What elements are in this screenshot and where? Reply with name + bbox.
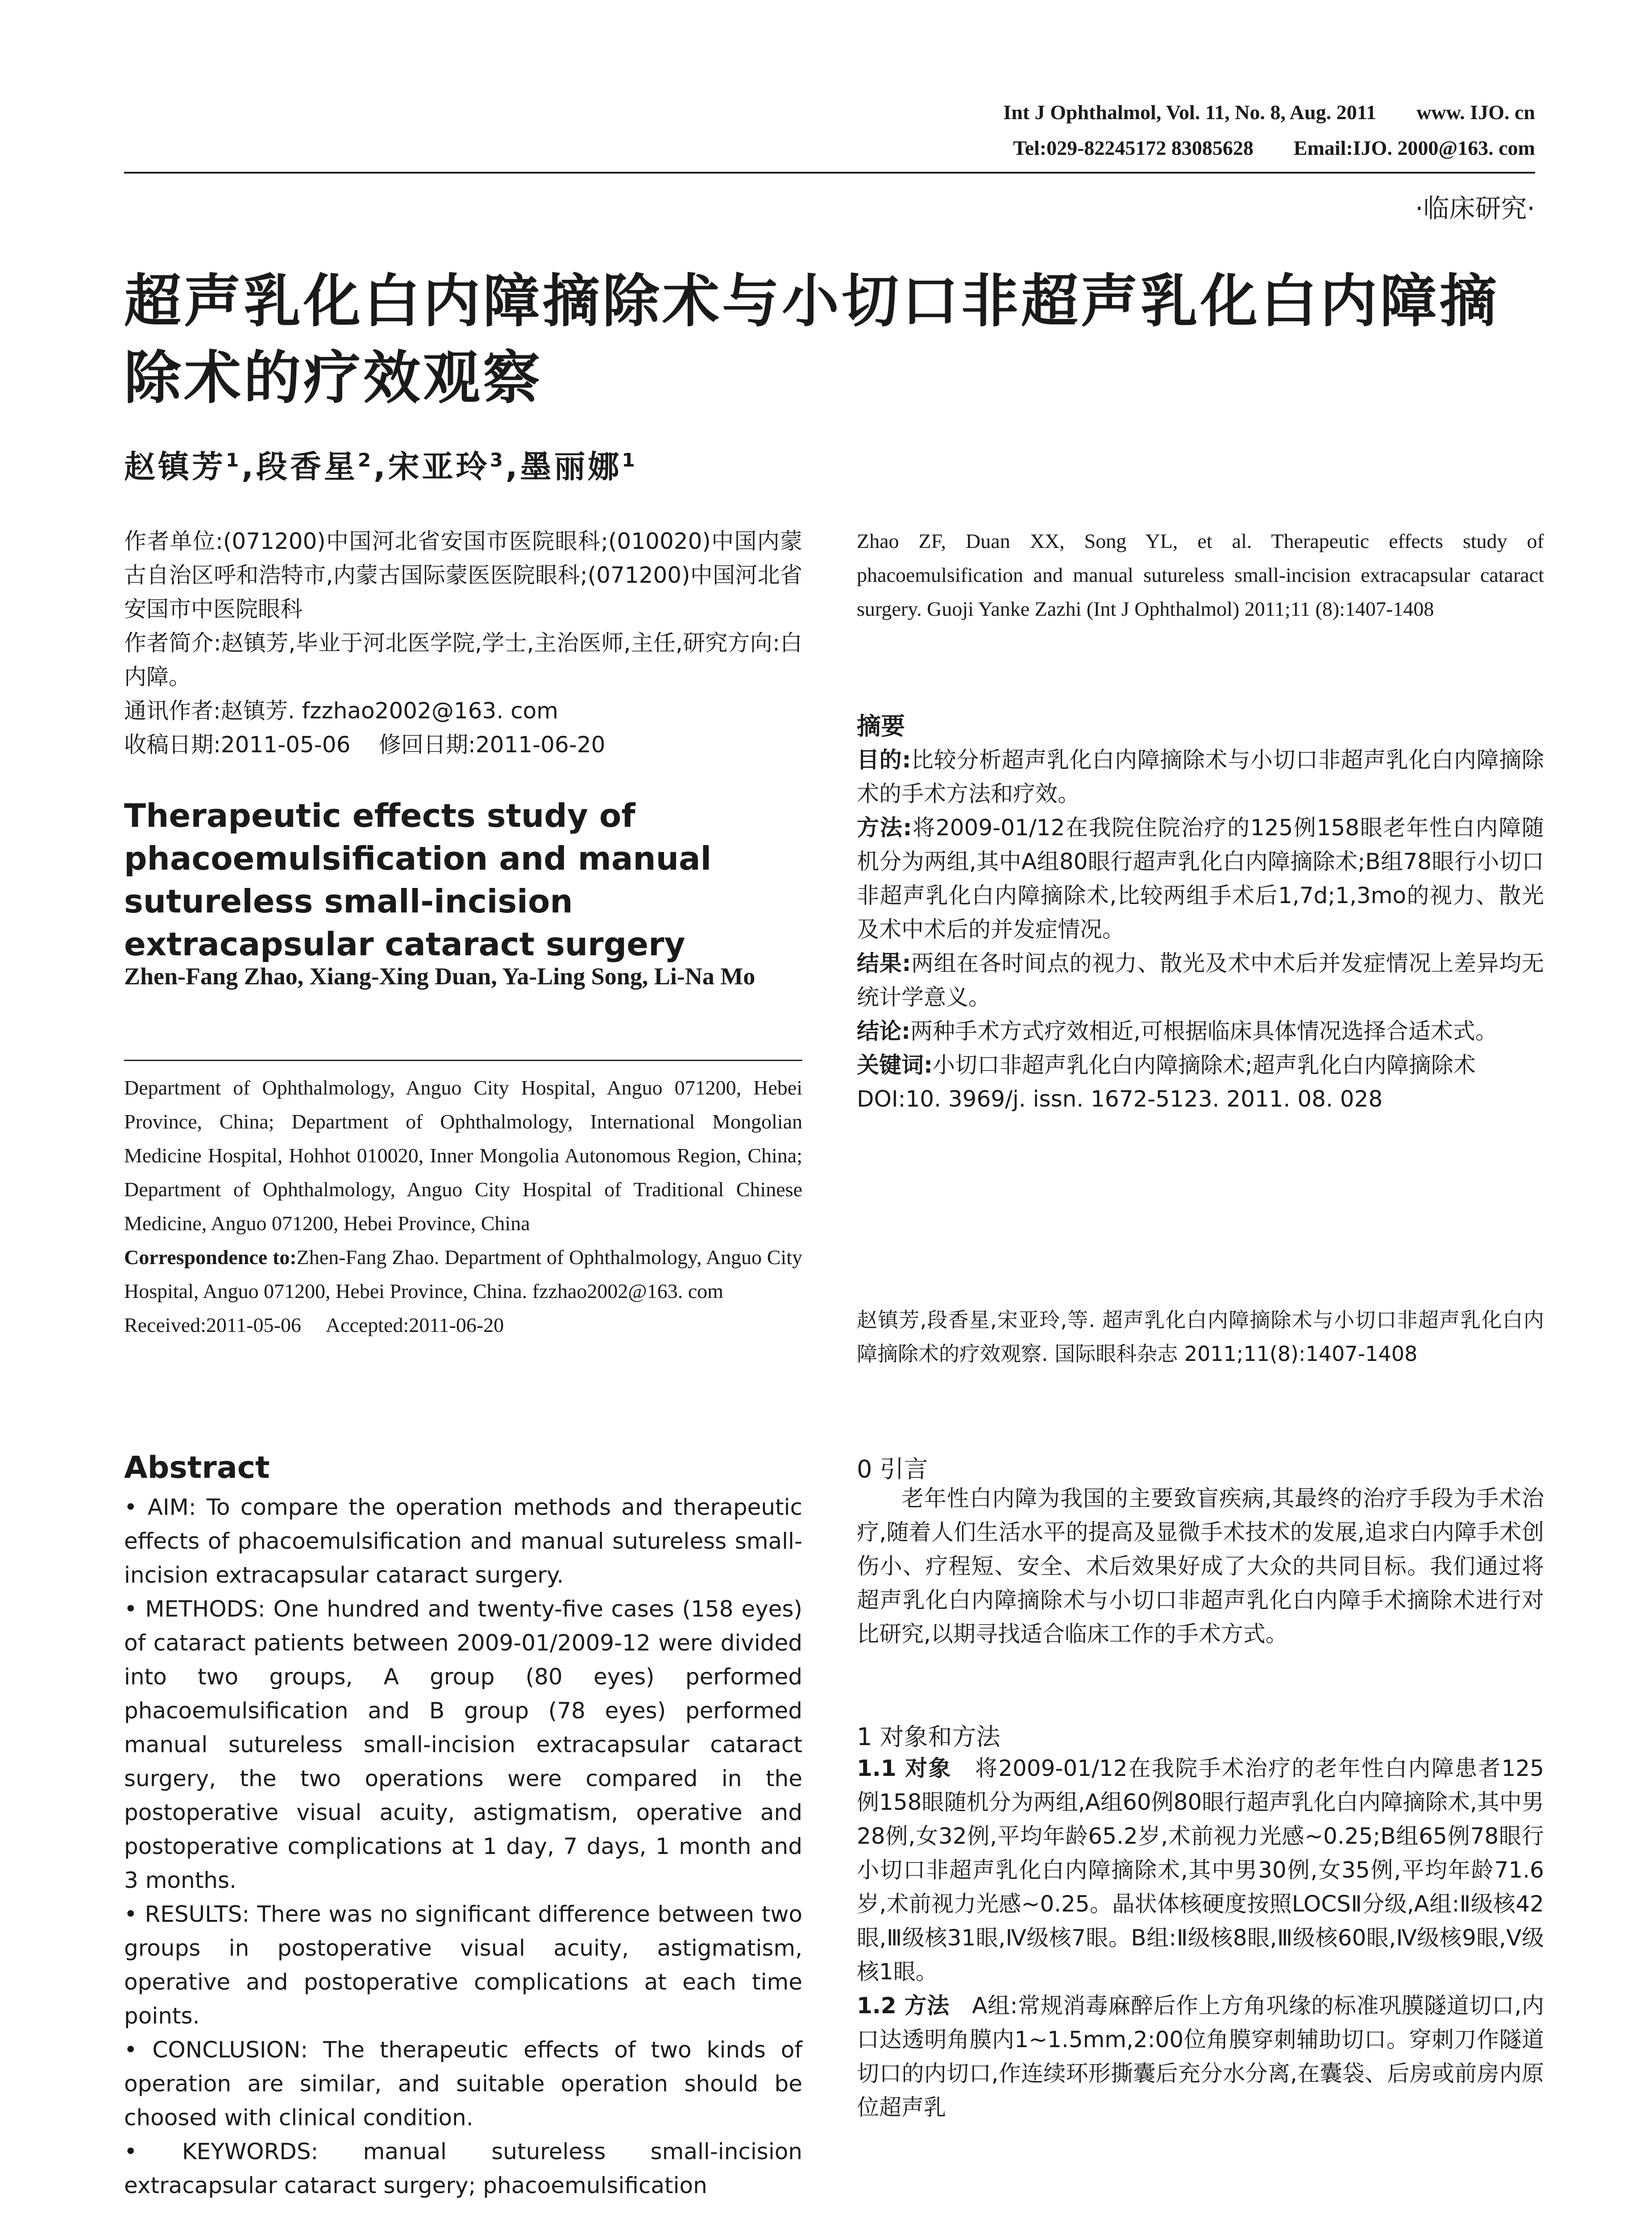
- abstract-aim-cn: [857, 743, 1544, 811]
- doi: DOI:10. 3969/j. issn. 1672-5123. 2011. 08. 028: [857, 1086, 1383, 1112]
- received-en: Received:2011-05-06 Accepted:2011-06-20: [124, 1314, 504, 1336]
- author-sup: 1: [622, 449, 638, 471]
- affiliation-en: Department of Ophthalmology, Anguo City Hospital, Anguo 071200, Hebei Province, China; Department of Ophthalmology, International Mongolian Medicine Hospital, Hohhot 010020, Inner Mongolia Autonomous Region, China; Department of Ophthalmology, Anguo City Hospital of Traditional Chinese Medicine, Anguo 071200, Hebei Province, China: [124, 1076, 802, 1235]
- procedure-label: 1.2 方法: [857, 1993, 950, 2019]
- subjects-label: 1.1 对象: [857, 1755, 952, 1781]
- conclusion-text-cn: 两种手术方式疗效相近,可根据临床具体情况选择合适术式。: [910, 1018, 1498, 1044]
- journal-email: Email:IJO. 2000@163. com: [1293, 137, 1535, 159]
- aim-label-cn: 目的:: [857, 747, 911, 773]
- author-list-cn: 赵镇芳$^1$,段香星$^2$,宋亚玲$^3$,墨丽娜$^1$: [124, 448, 638, 485]
- author-name: 墨丽娜: [520, 448, 622, 485]
- conclusion-label-cn: 结论:: [857, 1018, 910, 1044]
- methods-label-cn: 方法:: [857, 815, 912, 841]
- abstract-body-en: [124, 1490, 802, 2202]
- procedure-text: A组:常规消毒麻醉后作上方角巩缘的标准巩膜隧道切口,内口达透明角膜内1~1.5mm,2:00位角膜穿刺辅助切口。穿刺刀作隧道切口的内切口,作连续环形撕囊后充分水分离,在囊袋、后房或前房内原位超声乳: [857, 1993, 1544, 2120]
- citation-en: Zhao ZF, Duan XX, Song YL, et al. Therapeutic effects study of phacoemulsification and manual sutureless small-incision extracapsular cataract surgery. Guoji Yanke Zazhi (Int J Ophthalmol) 2011;11 (8):1407-1408: [857, 530, 1544, 620]
- abstract-methods-en: • METHODS: One hundred and twenty-five cases (158 eyes) of cataract patients between 2009-01/2009-12 were divided into two groups, A group (80 eyes) performed phacoemulsification and B group (78 eyes) performed manual sutureless small-incision extracapsular cataract surgery, the two operations were compared in the postoperative visual acuity, astigmatism, operative and postoperative complications at 1 day, 7 days, 1 month and 3 months.: [124, 1596, 802, 1893]
- article-title-cn: 超声乳化白内障摘除术与小切口非超声乳化白内障摘除术的疗效观察: [124, 268, 1500, 411]
- author-sup: 3: [490, 449, 506, 471]
- author-sup: 1: [226, 449, 242, 471]
- author-list-en: Zhen-Fang Zhao, Xiang-Xing Duan, Ya-Ling Song, Li-Na Mo: [124, 963, 755, 990]
- journal-website: www. IJO. cn: [1416, 101, 1535, 124]
- results-text-cn: 两组在各时间点的视力、散光及术中术后并发症情况上差异均无统计学意义。: [857, 950, 1544, 1010]
- correspondence-en: [124, 1240, 802, 1308]
- abstract-results-cn: [857, 946, 1544, 1014]
- section-tag: ·临床研究·: [1415, 193, 1535, 224]
- abstract-conclusion-cn: [857, 1014, 1544, 1048]
- journal-citation: Int J Ophthalmol, Vol. 11, No. 8, Aug. 2011: [1003, 101, 1377, 124]
- abstract-aim-en: • AIM: To compare the operation methods and therapeutic effects of phacoemulsification and manual sutureless small-incision extracapsular cataract surgery.: [124, 1494, 802, 1588]
- author-sup: 2: [357, 449, 374, 471]
- methods-body: [857, 1751, 1544, 2124]
- intro-body: [857, 1481, 1544, 1651]
- intro-paragraph: 老年性白内障为我国的主要致盲疾病,其最终的治疗手段为手术治疗,随着人们生活水平的提高及显微手术技术的发展,追求白内障手术创伤小、疗程短、安全、术后效果好成了大众的共同目标。我们通过将超声乳化白内障摘除术与小切口非超声乳化白内障手术摘除术进行对比研究,以期寻找适合临床工作的手术方式。: [857, 1485, 1544, 1647]
- abstract-methods-cn: [857, 811, 1544, 946]
- author-name: 宋亚玲: [388, 448, 490, 485]
- abstract-keywords-cn: [857, 1048, 1544, 1082]
- affiliation-rule: [124, 1060, 802, 1061]
- methods-subjects: [857, 1751, 1544, 1989]
- affiliation-cn: 作者单位:(071200)中国河北省安国市医院眼科;(010020)中国内蒙古自治区呼和浩特市,内蒙古国际蒙医医院眼科;(071200)中国河北省安国市中医院眼科: [124, 528, 802, 622]
- journal-info-line: [1003, 100, 1535, 124]
- abstract-heading-cn: 摘要: [857, 712, 905, 740]
- affiliation-en-block: [124, 1071, 802, 1342]
- author-name: 赵镇芳: [124, 448, 226, 485]
- correspondence-cn: 通讯作者:赵镇芳. fzzhao2002@163. com: [124, 698, 558, 724]
- methods-text-cn: 将2009-01/12在我院住院治疗的125例158眼老年性白内障随机分为两组,其中A组80眼行超声乳化白内障摘除术;B组78眼行小切口非超声乳化白内障摘除术,比较两组手术后1,7d;1,3mo的视力、散光及术中术后的并发症情况。: [857, 815, 1544, 942]
- abstract-conclusion-en: • CONCLUSION: The therapeutic effects of two kinds of operation are similar, and suitable operation should be choosed with clinical condition.: [124, 2037, 802, 2131]
- aim-text-cn: 比较分析超声乳化白内障摘除术与小切口非超声乳化白内障摘除术的手术方法和疗效。: [857, 747, 1544, 807]
- intro-heading: 0 引言: [857, 1455, 928, 1483]
- abstract-heading-en: Abstract: [124, 1450, 270, 1485]
- article-title-en: Therapeutic effects study of phacoemulsification and manual sutureless small-incision extracapsular cataract surgery: [124, 797, 712, 963]
- contact-info-line: [1013, 136, 1535, 160]
- journal-phone: Tel:029-82245172 83085628: [1013, 137, 1254, 159]
- correspondence-text: Zhen-Fang Zhao. Department of Ophthalmology, Anguo City Hospital, Anguo 071200, Hebei Province, China. fzzhao2002@163. com: [124, 1246, 803, 1302]
- abstract-keywords-en: • KEYWORDS: manual sutureless small-incision extracapsular cataract surgery; phacoemulsification: [124, 2139, 802, 2198]
- methods-procedure: [857, 1989, 1544, 2124]
- dates-cn: 收稿日期:2011-05-06 修回日期:2011-06-20: [124, 732, 606, 758]
- author-name: 段香星: [256, 448, 358, 485]
- keywords-text-cn: 小切口非超声乳化白内障摘除术;超声乳化白内障摘除术: [933, 1052, 1476, 1078]
- correspondence-label: Correspondence to:: [124, 1246, 297, 1269]
- abstract-results-en: • RESULTS: There was no significant difference between two groups in postoperative visual acuity, astigmatism, operative and postoperative complications at each time points.: [124, 1901, 802, 2029]
- author-info-cn: [124, 524, 802, 762]
- citation-cn: 赵镇芳,段香星,宋亚玲,等. 超声乳化白内障摘除术与小切口非超声乳化白内障摘除术的疗效观察. 国际眼科杂志 2011;11(8):1407-1408: [857, 1308, 1544, 1366]
- methods-heading: 1 对象和方法: [857, 1723, 1000, 1751]
- results-label-cn: 结果:: [857, 950, 911, 976]
- header-rule: [124, 172, 1535, 174]
- author-profile-cn: 作者简介:赵镇芳,毕业于河北医学院,学士,主治医师,主任,研究方向:白内障。: [124, 630, 802, 690]
- keywords-label-cn: 关键词:: [857, 1052, 933, 1078]
- subjects-text: 将2009-01/12在我院手术治疗的老年性白内障患者125例158眼随机分为两组,A组60例80眼行超声乳化白内障摘除术,其中男28例,女32例,平均年龄65.2岁,术前视力光感~0.25;B组65例78眼行小切口非超声乳化白内障摘除术,其中男30例,女35例,平均年龄71.6岁,术前视力光感~0.25。晶状体核硬度按照LOCSⅡ分级,A组:Ⅱ级核42眼,Ⅲ级核31眼,Ⅳ级核7眼。B组:Ⅱ级核8眼,Ⅲ级核60眼,Ⅳ级核9眼,Ⅴ级核1眼。: [857, 1755, 1544, 1985]
- abstract-body-cn: [857, 743, 1544, 1116]
